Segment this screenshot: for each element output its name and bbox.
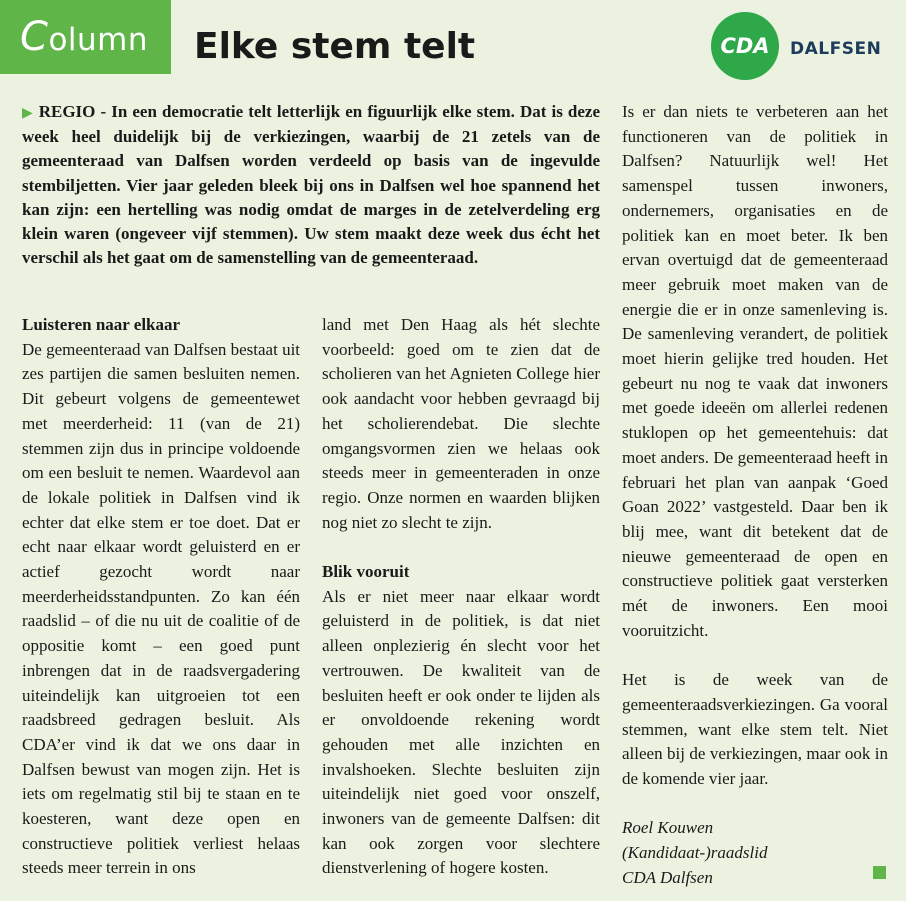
column-label-initial: C bbox=[20, 14, 49, 60]
column-2-text-1: land met Den Haag als hét slechte voorbeeld: goed om te zien dat de scholieren van het Agnieten College hier ook aandacht voor hebben gevraagd bij het scholierendebat. Die slechte omgangsvormen zien we helaas ook steeds meer in gemeenteraden in onze regio. Onze normen en waarden blijken nog niet zo slecht te zijn. bbox=[322, 315, 600, 532]
article-column-2 bbox=[322, 313, 600, 881]
article-column-1 bbox=[22, 313, 300, 881]
column-3-text-2: Het is de week van de gemeenteraadsverkiezingen. Ga vooral stemmen, want elke stem telt. Niet alleen bij de verkiezingen, maar ook in de komende vier jaar. bbox=[622, 670, 888, 788]
headline: Elke stem telt bbox=[194, 26, 476, 67]
signature-name: Roel Kouwen bbox=[622, 818, 714, 838]
cda-logo-text: CDA bbox=[720, 34, 770, 58]
column-label bbox=[0, 0, 171, 74]
signature-role: (Kandidaat-)raadslid bbox=[622, 843, 768, 863]
signature-party: CDA Dalfsen bbox=[622, 867, 713, 887]
column-3-text-1: Is er dan niets te verbeteren aan het functioneren van de politiek in Dalfsen? Natuurlijk wel! Het samenspel tussen inwoners, ondernemers, organisaties en de politiek kan en moet beter. Ik ben ervan overtuigd dat de gemeenteraad meer gebruik moet maken van de energie die er in onze samenleving is. De samenleving verandert, de politiek moet hierin gelijke tred houden. Het gebeurt nu nog te vaak dat inwoners met goede ideeën om allerlei redenen stuklopen op het gemeentehuis: dat moet anders. De gemeenteraad heeft in februari het plan van aanpak ‘Goed Goan 2022’ vastgesteld. Daar ben ik blij mee, want dit betekent dat de nieuwe gemeenteraad de open en constructieve politiek gaat versterken mét de inwoners. Een mooi vooruitzicht. bbox=[622, 102, 888, 640]
intro-text: REGIO - In een democratie telt letterlijk en figuurlijk elke stem. Dat is deze week heel duidelijk bij de verkiezingen, waarbij de 21 zetels van de gemeenteraad van Dalfsen worden verdeeld op basis van de ingevulde stembiljetten. Vier jaar geleden bleek bij ons in Dalfsen wel hoe spannend het kan zijn: een hertelling was nodig omdat de marges in de zetelverdeling erg klein waren (ongeveer vijf stemmen). Uw stem maakt deze week dus écht het verschil als het gaat om de samenstelling van de gemeenteraad. bbox=[22, 102, 601, 268]
column-label-rest: olumn bbox=[48, 22, 149, 58]
intro-paragraph bbox=[22, 100, 600, 270]
arrow-right-icon: ▶ bbox=[22, 105, 34, 121]
end-mark-square bbox=[873, 866, 886, 879]
subhead-luisteren: Luisteren naar elkaar bbox=[22, 315, 181, 334]
article-column-3 bbox=[622, 100, 888, 890]
logo-town-name: DALFSEN bbox=[790, 39, 882, 59]
subhead-blik-vooruit: Blik vooruit bbox=[322, 562, 410, 582]
column-2-text-2: Als er niet meer naar elkaar wordt geluisterd in de politiek, is dat niet alleen onplezierig én slecht voor het vertrouwen. De kwaliteit van de besluiten heeft er ook onder te lijden als er onvoldoende rekening wordt gehouden met alle inzichten en invalshoeken. Slechte besluiten zijn uiteindelijk niet goed voor onszelf, inwoners van de gemeente Dalfsen: dit kan ook zorgen voor slechtere dienstverlening of hogere kosten. bbox=[322, 586, 600, 878]
column-1-text: De gemeenteraad van Dalfsen bestaat uit zes partijen die samen besluiten nemen. Dit gebeurt volgens de gemeentewet met meerderheid: 11 (van de 21) stemmen zijn dus in principe voldoende om een besluit te nemen. Waardevol aan de lokale politiek in Dalfsen vind ik echter dat elke stem er toe doet. Dat er echt naar elkaar wordt geluisterd en er actief gezocht wordt naar meerderheidsstandpunten. Zo kan één raadslid – of die nu uit de coalitie of de oppositie komt – een goed punt inbrengen dat in de raadsvergadering uiteindelijk kan uitgroeien tot een raadsbreed gedragen besluit. Als CDA’er vind ik dat we ons daar in Dalfsen bewust van mogen zijn. Het is iets om regelmatig stil bij te staan en te koesteren, want deze open en constructieve politiek verliest helaas steeds meer terrein in ons bbox=[22, 339, 301, 878]
